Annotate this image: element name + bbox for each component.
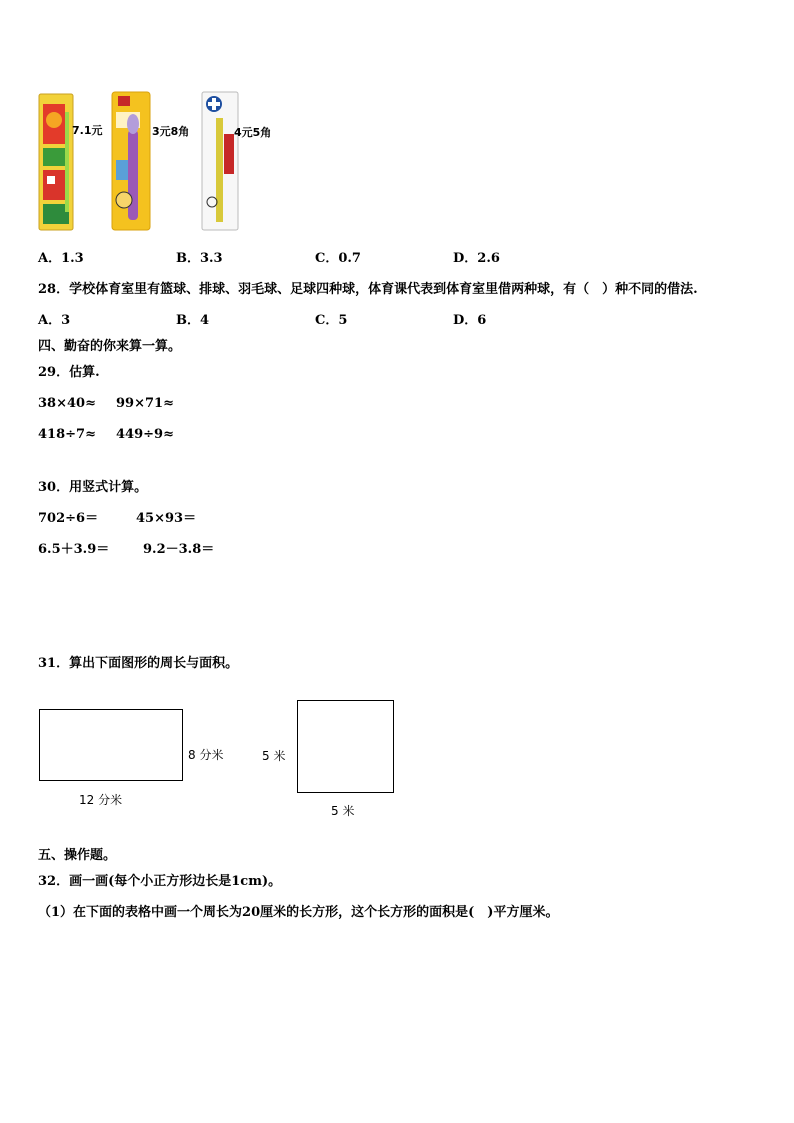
- section-4-heading: 四、勤奋的你来算一算。: [38, 339, 182, 354]
- q27-option-a: A．1.3: [38, 251, 84, 266]
- section-5-heading: 五、操作题。: [38, 848, 117, 863]
- price-label-3: 4元5角: [234, 126, 272, 139]
- q30-item-2: 45×93＝: [136, 511, 197, 526]
- q29-item-4: 449÷9≈: [116, 427, 174, 442]
- q28-option-a: A．3: [38, 313, 71, 328]
- q29-item-1: 38×40≈: [38, 396, 96, 411]
- q29-item-2: 99×71≈: [116, 396, 174, 411]
- rectangle-width-label: 12 分米: [79, 793, 123, 807]
- toothbrush-image-3: [200, 90, 240, 232]
- q29-item-3: 418÷7≈: [38, 427, 96, 442]
- price-label-1: 7.1元: [72, 124, 103, 137]
- price-label-2: 3元8角: [152, 125, 190, 138]
- square-side-label: 5 米: [262, 749, 286, 763]
- toothbrush-image-1: [37, 92, 75, 232]
- q27-option-b: B．3.3: [176, 251, 223, 266]
- square-figure: [297, 700, 394, 793]
- q27-option-c: C．0.7: [315, 251, 361, 266]
- q30-item-1: 702÷6＝: [38, 511, 99, 526]
- q28-option-c: C．5: [315, 313, 348, 328]
- q31-title: 31．算出下面图形的周长与面积。: [38, 656, 239, 671]
- q28-option-d: D．6: [453, 313, 487, 328]
- q32-title: 32．画一画(每个小正方形边长是1cm)。: [38, 874, 282, 889]
- q27-option-d: D．2.6: [453, 251, 500, 266]
- q29-title: 29．估算.: [38, 365, 100, 380]
- q32-sub-1: （1）在下面的表格中画一个周长为20厘米的长方形，这个长方形的面积是( )平方厘米。: [38, 905, 559, 920]
- q30-item-3: 6.5＋3.9＝: [38, 542, 110, 557]
- square-bottom-label: 5 米: [331, 804, 355, 818]
- q30-item-4: 9.2－3.8＝: [143, 542, 215, 557]
- q30-title: 30．用竖式计算。: [38, 480, 148, 495]
- toothbrush-image-2: [110, 90, 152, 232]
- rectangle-height-label: 8 分米: [188, 748, 224, 762]
- rectangle-figure: [39, 709, 183, 781]
- q28-question: 28．学校体育室里有篮球、排球、羽毛球、足球四种球，体育课代表到体育室里借两种球，有（ ）种不同的借法.: [38, 282, 698, 297]
- q28-option-b: B．4: [176, 313, 210, 328]
